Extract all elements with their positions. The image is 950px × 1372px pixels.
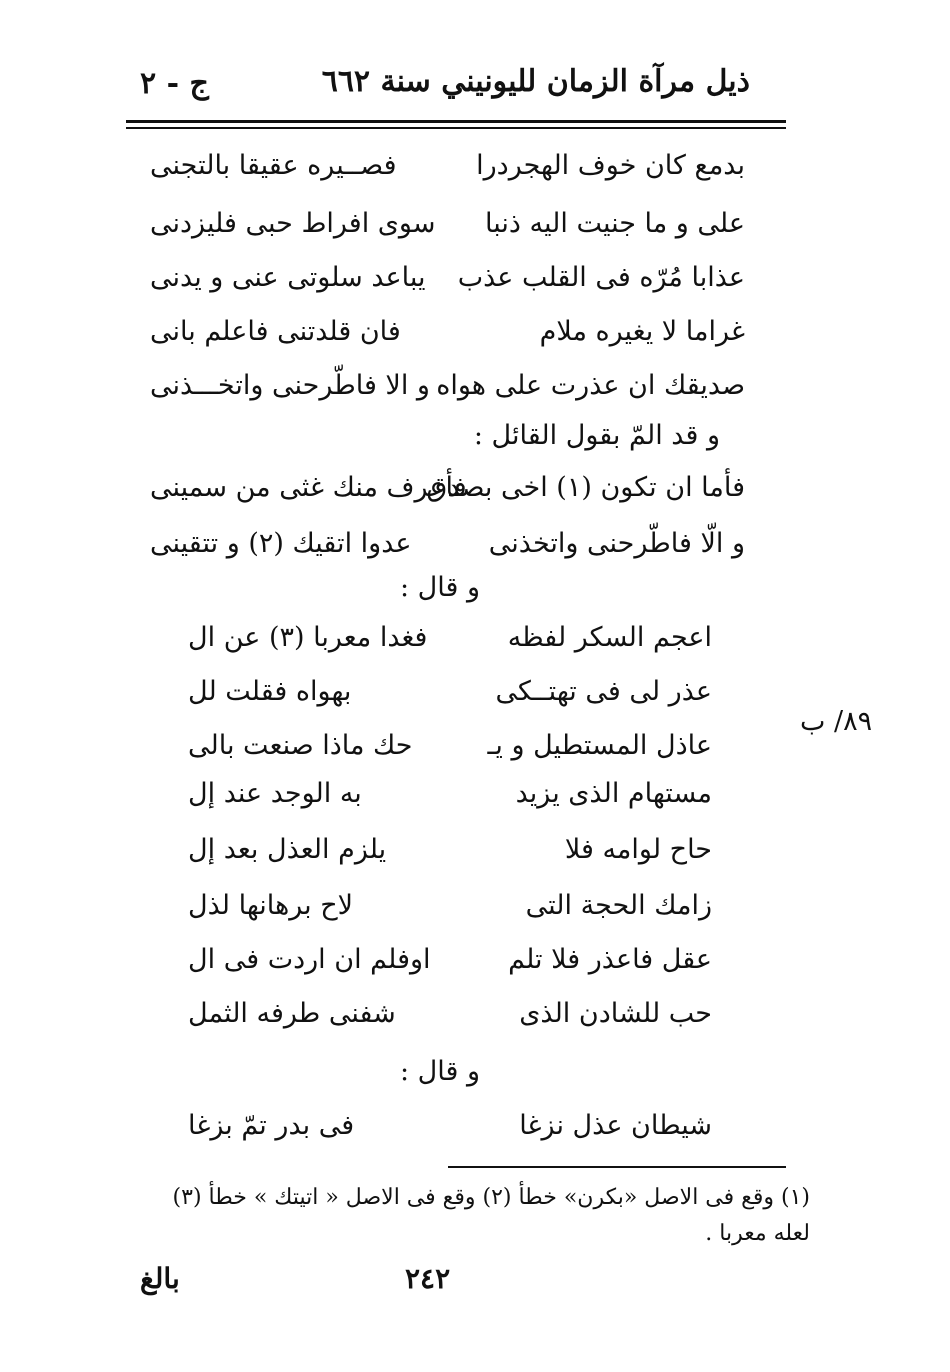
verse-14-first-hemistich: عقل فاعذر فلا تلم bbox=[508, 944, 712, 975]
verse-8-second-hemistich: فغدا معربا (٣) عن ال bbox=[188, 622, 428, 653]
verse-4-first-hemistich: غراما لا يغيره ملام bbox=[539, 316, 745, 347]
margin-folio-note: ٨٩/ ب bbox=[800, 706, 873, 737]
verse-12-first-hemistich: حاح لوامه فلا bbox=[564, 834, 712, 865]
verse-14-second-hemistich: اوفلم ان اردت فى ال bbox=[188, 944, 431, 975]
verse-3-first-hemistich: عذابا مُرّه فى القلب عذب bbox=[457, 262, 745, 293]
verse-12-second-hemistich: يلزم العذل بعد إل bbox=[188, 834, 387, 865]
footnote-rule bbox=[448, 1166, 786, 1168]
page-number: ٢٤٢ bbox=[405, 1262, 451, 1295]
verse-6-first-hemistich: فأما ان تكون (١) اخى بصدق bbox=[426, 472, 745, 503]
verse-9-first-hemistich: عذر لى فى تهتــكى bbox=[495, 676, 712, 707]
verse-11-second-hemistich: به الوجد عند إل bbox=[188, 778, 362, 809]
intro-line-1: و قد المّ بقول القائل : bbox=[473, 420, 720, 451]
verse-10-first-hemistich: عاذل المستطيل و يـ bbox=[487, 730, 712, 761]
verse-13-first-hemistich: زامك الحجة التى bbox=[525, 890, 712, 921]
verse-2-second-hemistich: سوى افراط حبى فليزدنى bbox=[150, 208, 436, 239]
footnotes: (١) وقع فى الاصل «بكرن» خطأ (٢) وقع فى الاصل « اتيتك » خطأ (٣) لعله معربا . bbox=[172, 1185, 810, 1246]
verse-3-second-hemistich: يباعد سلوتى عنى و يدنى bbox=[150, 262, 426, 293]
header-rule-thin bbox=[126, 127, 786, 129]
verse-7-second-hemistich: عدوا اتقيك (٢) و تتقينى bbox=[150, 528, 412, 559]
verse-1-second-hemistich: فصــيره عقيقا بالتجنى bbox=[150, 150, 397, 181]
verse-7-first-hemistich: و الّا فاطّرحنى واتخذنى bbox=[488, 528, 745, 559]
verse-9-second-hemistich: بهواه فقلت لل bbox=[188, 676, 352, 707]
verse-11-first-hemistich: مستهام الذى يزيد bbox=[515, 778, 712, 809]
verse-5-second-hemistich: و الا فاطّرحنى واتخـــذنى bbox=[150, 370, 430, 401]
verse-13-second-hemistich: لاح برهانها لذل bbox=[188, 890, 354, 921]
header-rule bbox=[126, 120, 786, 123]
verse-4-second-hemistich: فان قلدتنى فاعلم بانى bbox=[150, 316, 401, 347]
verse-10-second-hemistich: حك ماذا صنعت بالى bbox=[188, 730, 413, 761]
intro-line-2: و قال : bbox=[399, 572, 480, 603]
verse-1-first-hemistich: بدمع كان خوف الهجردرا bbox=[476, 150, 745, 181]
verse-8-first-hemistich: اعجم السكر لفظه bbox=[507, 622, 712, 653]
verse-6-second-hemistich: فأعرف منك غثى من سمينى bbox=[150, 472, 467, 503]
verse-16-second-hemistich: فى بدر تمّ بزغا bbox=[188, 1110, 355, 1141]
running-header-volume: ج - ٢ bbox=[140, 66, 209, 101]
intro-line-3: و قال : bbox=[399, 1056, 480, 1087]
verse-15-second-hemistich: شفنى طرفه الثمل bbox=[188, 998, 396, 1029]
catchword: بالغ bbox=[140, 1262, 180, 1295]
verse-2-first-hemistich: على و ما جنيت اليه ذنبا bbox=[485, 208, 745, 239]
verse-5-first-hemistich: صديقك ان عذرت على هواه bbox=[436, 370, 745, 401]
running-header-title: ذيل مرآة الزمان لليونيني سنة ٦٦٢ bbox=[321, 64, 750, 99]
verse-15-first-hemistich: حب للشادن الذى bbox=[519, 998, 712, 1029]
verse-16-first-hemistich: شيطان عذل نزغا bbox=[519, 1110, 712, 1141]
